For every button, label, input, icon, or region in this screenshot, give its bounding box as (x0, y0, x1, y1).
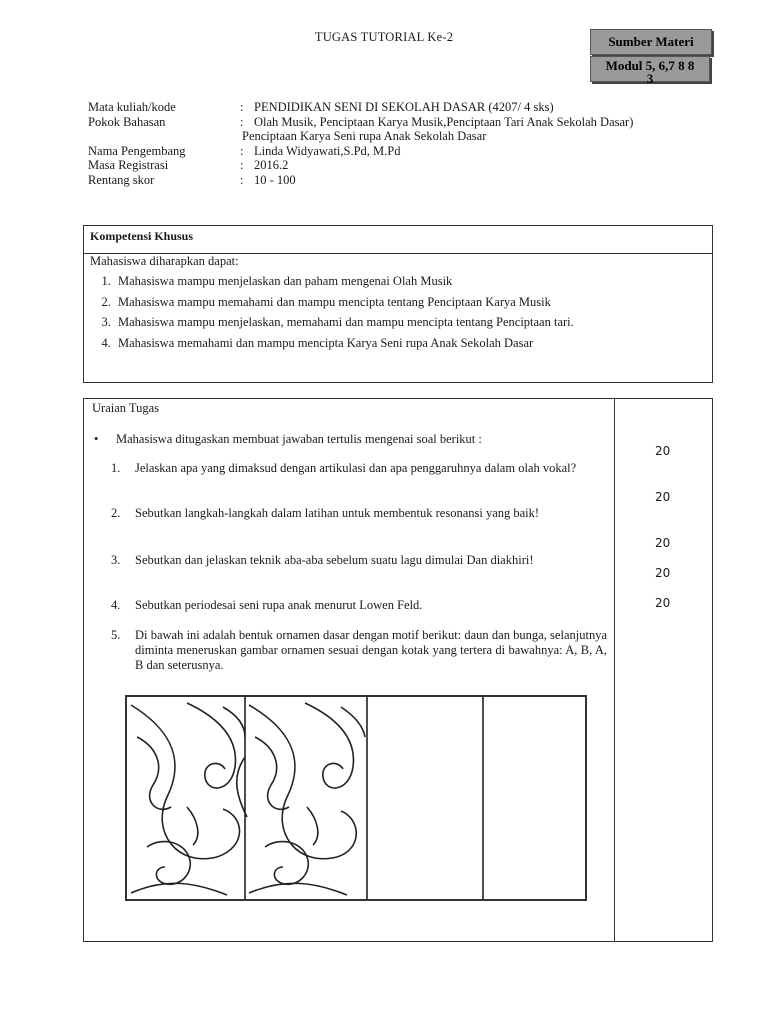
question-1 (111, 461, 607, 476)
kompetensi-list (84, 271, 712, 353)
separator: : (240, 143, 244, 158)
uraian-heading: Uraian Tugas (92, 401, 160, 415)
score-2: 20 (655, 490, 671, 504)
question-number: 4. (111, 598, 121, 612)
pokok-continuation: Penciptaan Karya Seni rupa Anak Sekolah Dasar (242, 129, 487, 143)
question-text: Sebutkan dan jelaskan teknik aba-aba sebelum suatu lagu dimulai Dan diakhiri! (135, 553, 534, 567)
pokok-value: Olah Musik, Penciptaan Karya Musik,Penciptaan Tari Anak Sekolah Dasar) (254, 114, 634, 129)
matakuliah-label: Mata kuliah/kode (88, 100, 176, 114)
question-text: Jelaskan apa yang dimaksud dengan artikulasi dan apa penggaruhnya dalam olah vokal? (135, 461, 577, 475)
score-3: 20 (655, 536, 671, 550)
matakuliah-value: PENDIDIKAN SENI DI SEKOLAH DASAR (4207/ 4 sks) (254, 100, 554, 114)
ornament-leaf-scroll (147, 842, 190, 885)
registrasi-value: 2016.2 (254, 158, 289, 172)
kompetensi-item: 4. Mahasiswa memahami dan mampu mencipta Karya Seni rupa Anak Sekolah Dasar (114, 333, 712, 354)
course-info (88, 100, 728, 187)
separator: : (240, 114, 244, 129)
kompetensi-intro: Mahasiswa diharapkan dapat: (90, 254, 239, 268)
ornament-leaf-scroll (255, 737, 289, 809)
ornament-leaf-scroll (265, 842, 308, 885)
score-5: 20 (655, 596, 671, 610)
kompetensi-box (83, 225, 713, 383)
ornament-pattern-grid (125, 695, 587, 901)
ornament-leaf-scroll (187, 807, 198, 845)
question-3 (111, 553, 607, 568)
uraian-box (83, 398, 713, 942)
separator: : (240, 100, 244, 114)
ornament-leaf-scroll (187, 703, 235, 788)
skor-value: 10 - 100 (254, 172, 296, 187)
pokok-label: Pokok Bahasan (88, 114, 166, 129)
pengembang-label: Nama Pengembang (88, 143, 186, 158)
question-text: Sebutkan langkah-langkah dalam latihan untuk membentuk resonansi yang baik! (135, 506, 540, 520)
bullet-icon: • (94, 432, 99, 446)
question-text: Di bawah ini adalah bentuk ornamen dasar dengan motif berikut: daun dan bunga, selanjutnya diminta meneruskan gambar ornamen sesuai dengan kotak yang tertera di bawahnya: A, B, A, B dan seterusnya. (135, 628, 607, 672)
pengembang-value: Linda Widyawati,S.Pd, M.Pd (254, 143, 401, 158)
ornament-leaf-scroll (307, 807, 318, 845)
task-instruction-text: Mahasiswa ditugaskan membuat jawaban tertulis mengenai soal berikut : (116, 432, 482, 446)
kompetensi-item: 3. Mahasiswa mampu menjelaskan, memahami dan mampu mencipta tentang Penciptaan tari. (114, 312, 712, 333)
score-4: 20 (655, 566, 671, 580)
question-text: Sebutkan periodesai seni rupa anak menurut Lowen Feld. (135, 598, 423, 612)
score-column-divider (614, 399, 615, 941)
question-number: 5. (111, 628, 121, 642)
ornament-leaf-scroll (305, 703, 353, 788)
modul-line-2: 3 (646, 71, 654, 86)
skor-label: Rentang skor (88, 172, 155, 187)
kompetensi-item: 2. Mahasiswa mampu memahami dan mampu mencipta tentang Penciptaan Karya Musik (114, 292, 712, 313)
ornament-leaf-scroll (249, 883, 347, 895)
separator: : (240, 158, 244, 172)
question-number: 1. (111, 461, 121, 475)
question-5 (111, 628, 607, 673)
task-instruction (92, 432, 607, 447)
score-1: 20 (655, 444, 671, 458)
question-2 (111, 506, 607, 521)
registrasi-label: Masa Registrasi (88, 158, 169, 172)
modul-badge (590, 56, 710, 86)
separator: : (240, 172, 244, 187)
question-number: 2. (111, 506, 121, 520)
sumber-materi-badge: Sumber Materi (590, 29, 712, 55)
ornament-drawing (127, 697, 585, 899)
question-4 (111, 598, 607, 613)
ornament-leaf-scroll (131, 883, 227, 895)
kompetensi-item: 1. Mahasiswa mampu menjelaskan dan paham mengenai Olah Musik (114, 271, 712, 292)
modul-line-1: Modul 5, 6,7 8 8 (605, 58, 695, 73)
kompetensi-heading: Kompetensi Khusus (84, 226, 712, 254)
document-title: TUGAS TUTORIAL Ke-2 (314, 30, 454, 44)
question-number: 3. (111, 553, 121, 567)
